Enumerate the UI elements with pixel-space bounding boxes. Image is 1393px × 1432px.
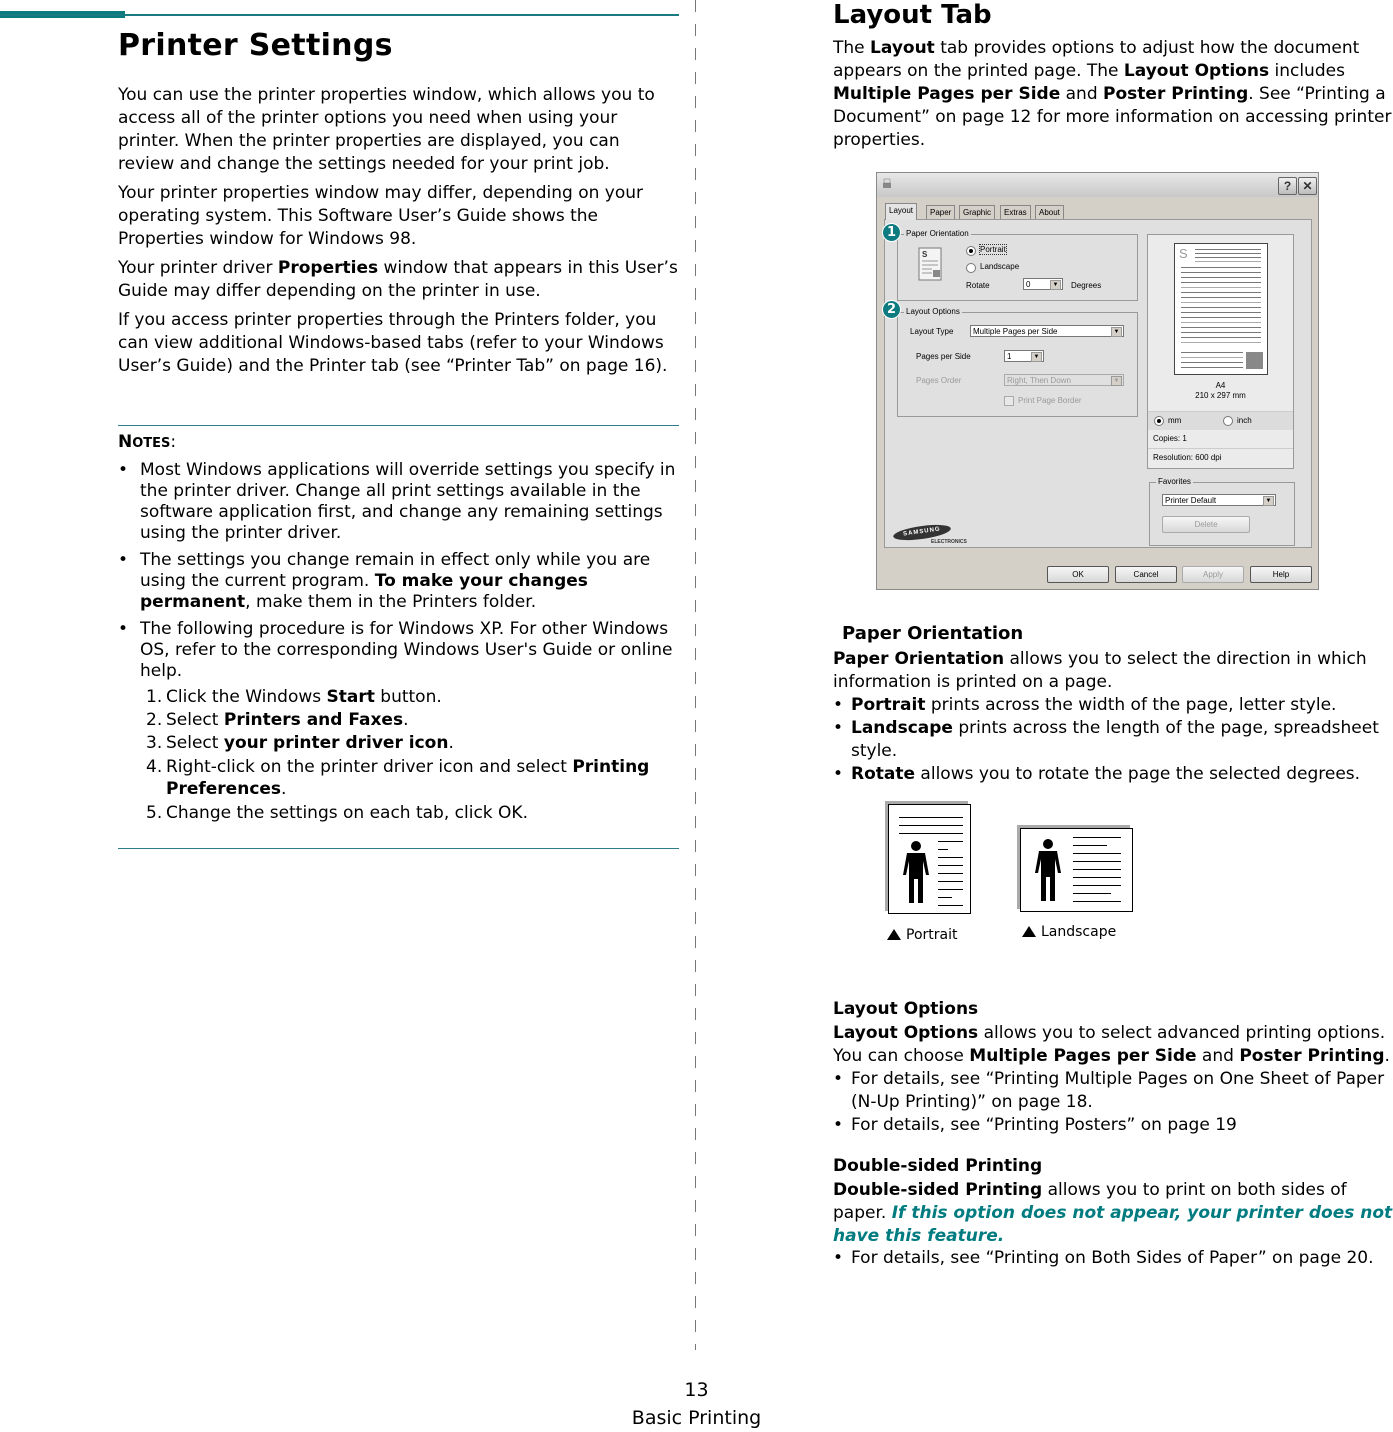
- rotate-select[interactable]: 0 ▼: [1023, 278, 1063, 290]
- delete-favorite-button[interactable]: Delete: [1162, 516, 1250, 533]
- portrait-radio[interactable]: [966, 246, 976, 256]
- landscape-bullet: • Landscape prints across the length of the page, spreadsheet style.: [833, 717, 1393, 763]
- step-4: 4. Right-click on the printer driver icon and select Printing Preferences.: [146, 757, 650, 799]
- paper-size: 210 x 297 mm: [1195, 391, 1246, 400]
- paper-orientation-group: Paper Orientation S Portrait Landscape Rotate 0 ▼ Degrees: [897, 234, 1138, 301]
- intro-paragraph-4: If you access printer properties through the Printers folder, you can view additional Windows-based tabs (refer to your Windows User’s Guide) and the Printer tab (see “Printer Tab” on page 16).: [118, 310, 668, 376]
- person-icon: [1033, 839, 1063, 903]
- help-title-button[interactable]: ?: [1278, 177, 1297, 195]
- portrait-illustration: [888, 804, 971, 914]
- dialog-title-bar: [877, 173, 1318, 197]
- portrait-label: Portrait: [980, 245, 1006, 254]
- section-title: Layout Tab: [833, 0, 992, 30]
- intro-paragraph-1: You can use the printer properties window, which allows you to access all of the printer options you need when using your printer. When the printer properties are displayed, you can review and change the settings needed for your print job.: [118, 85, 655, 174]
- triangle-icon: [1022, 926, 1036, 937]
- step-3: 3. Select your printer driver icon.: [146, 733, 454, 753]
- notes-bottom-rule: [118, 848, 679, 849]
- degrees-label: Degrees: [1071, 281, 1102, 290]
- step-1: 1. Click the Windows Start button.: [146, 687, 442, 707]
- intro-paragraph-3: Your printer driver Properties window that appears in this User’s Guide may differ depending on the printer in use.: [118, 258, 678, 301]
- chevron-down-icon: ▼: [1050, 280, 1061, 290]
- resolution-info: Resolution: 600 dpi: [1153, 453, 1222, 462]
- tab-layout[interactable]: Layout: [885, 203, 917, 220]
- ok-button[interactable]: OK: [1047, 566, 1109, 583]
- tab-graphic[interactable]: Graphic: [959, 205, 995, 219]
- landscape-label: Landscape: [980, 262, 1020, 271]
- callout-badge-1: 1: [882, 223, 901, 242]
- layout-options-bullet-2: • For details, see “Printing Posters” on page 19: [833, 1114, 1393, 1137]
- page-title: Printer Settings: [118, 28, 393, 63]
- rotate-label: Rotate: [966, 281, 990, 290]
- svg-text:S: S: [922, 250, 928, 259]
- page-number: 13: [684, 1379, 709, 1401]
- image-placeholder: [1246, 352, 1263, 369]
- tab-extras[interactable]: Extras: [1000, 205, 1031, 219]
- close-title-button[interactable]: ✕: [1298, 177, 1317, 195]
- preview-panel: [1147, 234, 1294, 469]
- column-divider: [695, 0, 696, 1350]
- notes-top-rule: [118, 425, 679, 426]
- notes-title: NOTES:: [118, 432, 177, 452]
- triangle-icon: [887, 929, 901, 940]
- pages-order-label: Pages Order: [916, 376, 962, 385]
- rotate-bullet: • Rotate allows you to rotate the page the selected degrees.: [833, 763, 1393, 786]
- tab-paper[interactable]: Paper: [926, 205, 955, 219]
- chevron-down-icon: ▼: [1031, 352, 1042, 362]
- double-sided-note: If this option does not appear, your printer does not have this feature.: [833, 1203, 1393, 1246]
- chevron-down-icon: ▼: [1111, 376, 1122, 386]
- print-page-border-label: Print Page Border: [1018, 396, 1082, 405]
- landscape-illustration: [1020, 828, 1133, 912]
- unit-mm-radio[interactable]: [1154, 416, 1164, 426]
- step-2: 2. Select Printers and Faxes.: [146, 710, 409, 730]
- chevron-down-icon: ▼: [1111, 327, 1122, 337]
- pages-per-side-label: Pages per Side: [916, 352, 971, 361]
- chapter-title: Basic Printing: [631, 1407, 762, 1429]
- layout-tab-panel: [884, 219, 1312, 548]
- portrait-caption: Portrait: [887, 927, 957, 943]
- portrait-page-icon: [918, 247, 944, 283]
- tab-about[interactable]: About: [1035, 205, 1064, 219]
- samsung-logo: SAMSUNG ELECTRONICS: [893, 526, 951, 539]
- double-sided-bullet: • For details, see “Printing on Both Sides of Paper” on page 20.: [833, 1247, 1393, 1270]
- intro-paragraph-2: Your printer properties window may differ, depending on your operating system. This Software User’s Guide shows the Properties window for Windows 98.: [118, 183, 644, 249]
- pages-per-side-select[interactable]: 1 ▼: [1004, 350, 1044, 362]
- paper-name: A4: [1215, 381, 1226, 390]
- apply-button[interactable]: Apply: [1182, 566, 1244, 583]
- printer-icon: [881, 178, 893, 190]
- double-sided-desc: Double-sided Printing allows you to print on both sides of paper. If this option does not appear, your printer does not have this feature.: [833, 1180, 1393, 1246]
- print-page-border-checkbox[interactable]: [1004, 396, 1014, 406]
- landscape-caption: Landscape: [1022, 924, 1116, 940]
- note-bullet-1: • Most Windows applications will override settings you specify in the printer driver. Change all print settings available in the software application first, and change any remaining settings using the printer driver.: [118, 460, 678, 544]
- paper-orientation-heading: Paper Orientation: [842, 623, 1024, 644]
- header-rule: [0, 14, 679, 16]
- layout-options-heading: Layout Options: [833, 999, 979, 1019]
- double-sided-heading: Double-sided Printing: [833, 1156, 1043, 1176]
- step-5: 5. Change the settings on each tab, click OK.: [146, 803, 528, 823]
- units-row: mm inch: [1148, 411, 1293, 430]
- unit-inch-radio[interactable]: [1223, 416, 1233, 426]
- cancel-button[interactable]: Cancel: [1115, 566, 1177, 583]
- layout-type-label: Layout Type: [910, 327, 954, 336]
- callout-badge-2: 2: [882, 300, 901, 319]
- pages-order-select[interactable]: Right, Then Down ▼: [1004, 374, 1124, 386]
- layout-type-select[interactable]: Multiple Pages per Side ▼: [970, 325, 1124, 337]
- note-bullet-2: • The settings you change remain in effect only while you are using the current program. To make your changes permanent, make them in the Printers folder.: [118, 550, 678, 613]
- favorites-group: Favorites Printer Default ▼ Delete: [1149, 482, 1295, 546]
- layout-options-group: Layout Options Layout Type Multiple Pages per Side ▼ Pages per Side 1 ▼ Pages Order Right, Then Down ▼ Print Page Border: [897, 312, 1138, 417]
- help-button[interactable]: Help: [1250, 566, 1312, 583]
- landscape-radio[interactable]: [966, 263, 976, 273]
- layout-options-bullet-1: • For details, see “Printing Multiple Pages on One Sheet of Paper (N-Up Printing)” on page 18.: [833, 1068, 1393, 1114]
- person-icon: [901, 841, 931, 905]
- note-bullet-3: • The following procedure is for Windows XP. For other Windows OS, refer to the corresponding Windows User's Guide or online help.: [118, 619, 678, 682]
- printer-properties-dialog: [876, 172, 1319, 590]
- copies-info: Copies: 1: [1153, 434, 1187, 443]
- page-preview: [1174, 243, 1268, 375]
- chevron-down-icon: ▼: [1263, 496, 1274, 506]
- favorites-select[interactable]: Printer Default ▼: [1162, 494, 1276, 506]
- paper-orientation-desc: Paper Orientation allows you to select the direction in which information is printed on a page.: [833, 649, 1367, 692]
- layout-tab-intro: The Layout tab provides options to adjust how the document appears on the printed page. The Layout Options includes Multiple Pages per Side and Poster Printing. See “Printing a Document” on page 12 for more information on accessing printer properties.: [833, 38, 1392, 150]
- layout-options-desc: Layout Options allows you to select advanced printing options. You can choose Multiple Pages per Side and Poster Printing.: [833, 1023, 1390, 1066]
- portrait-bullet: • Portrait prints across the width of the page, letter style.: [833, 694, 1393, 717]
- preview-letter: S: [1179, 246, 1188, 261]
